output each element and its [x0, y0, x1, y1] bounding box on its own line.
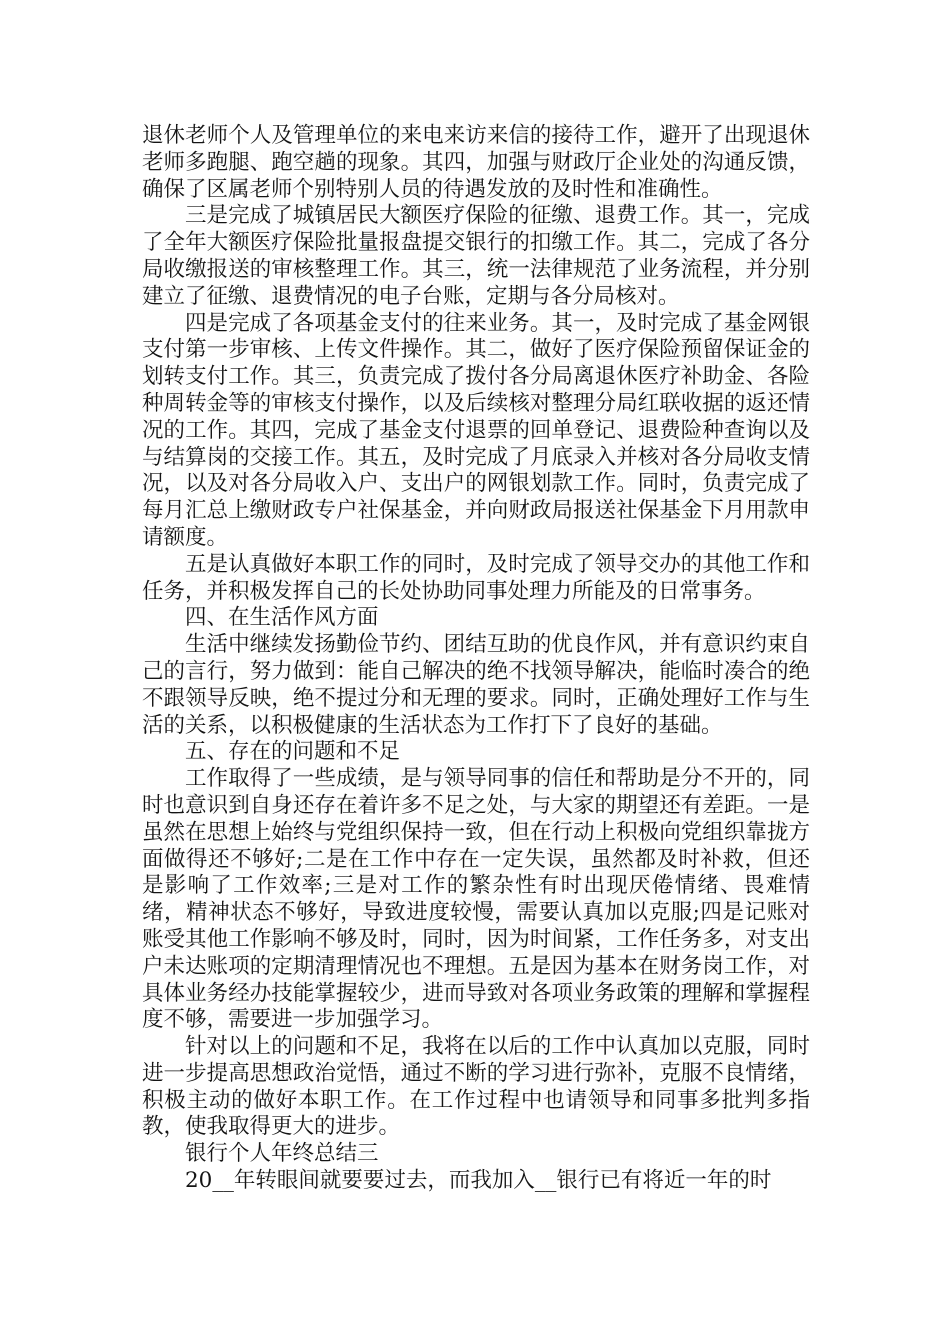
paragraph-improvement: 针对以上的问题和不足，我将在以后的工作中认真加以克服，同时进一步提高思想政治觉悟，通过不断的学习进行弥补，克服不良情绪，积极主动的做好本职工作。在工作过程中也请领导和同事多批判多指教，使我取得更大的进步。 [142, 1034, 810, 1140]
section-heading-summary-three: 银行个人年终总结三 [185, 1141, 379, 1167]
paragraph-other-tasks: 五是认真做好本职工作的同时，及时完成了领导交办的其他工作和任务，并积极发挥自己的长处协助同事处理力所能及的日常事务。 [142, 551, 810, 604]
paragraph-summary-three-intro: 20__年转眼间就要要过去，而我加入__银行已有将近一年的时 [185, 1168, 772, 1194]
section-heading-problems: 五、存在的问题和不足 [185, 739, 401, 765]
paragraph-medical-insurance: 三是完成了城镇居民大额医疗保险的征缴、退费工作。其一，完成了全年大额医疗保险批量报盘提交银行的扣缴工作。其二，完成了各分局收缴报送的审核整理工作。其三，统一法律规范了业务流程，并分别建立了征缴、退费情况的电子台账，定期与各分局核对。 [142, 203, 810, 309]
paragraph-retiree-reception: 退休老师个人及管理单位的来电来访来信的接待工作，避开了出现退休老师多跑腿、跑空趟的现象。其四，加强与财政厅企业处的沟通反馈，确保了区属老师个别特别人员的待遇发放的及时性和准确性。 [142, 123, 810, 202]
document-page [142, 123, 810, 1195]
section-heading-lifestyle: 四、在生活作风方面 [185, 605, 379, 631]
paragraph-problems: 工作取得了一些成绩，是与领导同事的信任和帮助是分不开的，同时也意识到自身还存在着许多不足之处，与大家的期望还有差距。一是虽然在思想上始终与党组织保持一致，但在行动上积极向党组织靠拢方面做得还不够好;二是在工作中存在一定失误，虽然都及时补救，但还是影响了工作效率;三是对工作的繁杂性有时出现厌倦情绪、畏难情绪，精神状态不够好，导致进度较慢，需要认真加以克服;四是记账对账受其他工作影响不够及时，同时，因为时间紧，工作任务多，对支出户未达账项的定期清理情况也不理想。五是因为基本在财务岗工作，对具体业务经办技能掌握较少，进而导致对各项业务政策的理解和掌握程度不够，需要进一步加强学习。 [142, 766, 810, 1033]
paragraph-fund-payments: 四是完成了各项基金支付的往来业务。其一，及时完成了基金网银支付第一步审核、上传文件操作。其二，做好了医疗保险预留保证金的划转支付工作。其三，负责完成了拨付各分局离退休医疗补助金、各险种周转金等的审核支付操作，以及后续核对整理分局红联收据的返还情况的工作。其四，完成了基金支付退票的回单登记、退费险种查询以及与结算岗的交接工作。其五，及时完成了月底录入并核对各分局收支情况，以及对各分局收入户、支出户的网银划款工作。同时，负责完成了每月汇总上缴财政专户社保基金，并向财政局报送社保基金下月用款申请额度。 [142, 310, 810, 550]
paragraph-lifestyle: 生活中继续发扬勤俭节约、团结互助的优良作风，并有意识约束自己的言行，努力做到：能自己解决的绝不找领导解决，能临时凑合的绝不跟领导反映，绝不提过分和无理的要求。同时，正确处理好工作与生活的关系，以积极健康的生活状态为工作打下了良好的基础。 [142, 632, 810, 738]
